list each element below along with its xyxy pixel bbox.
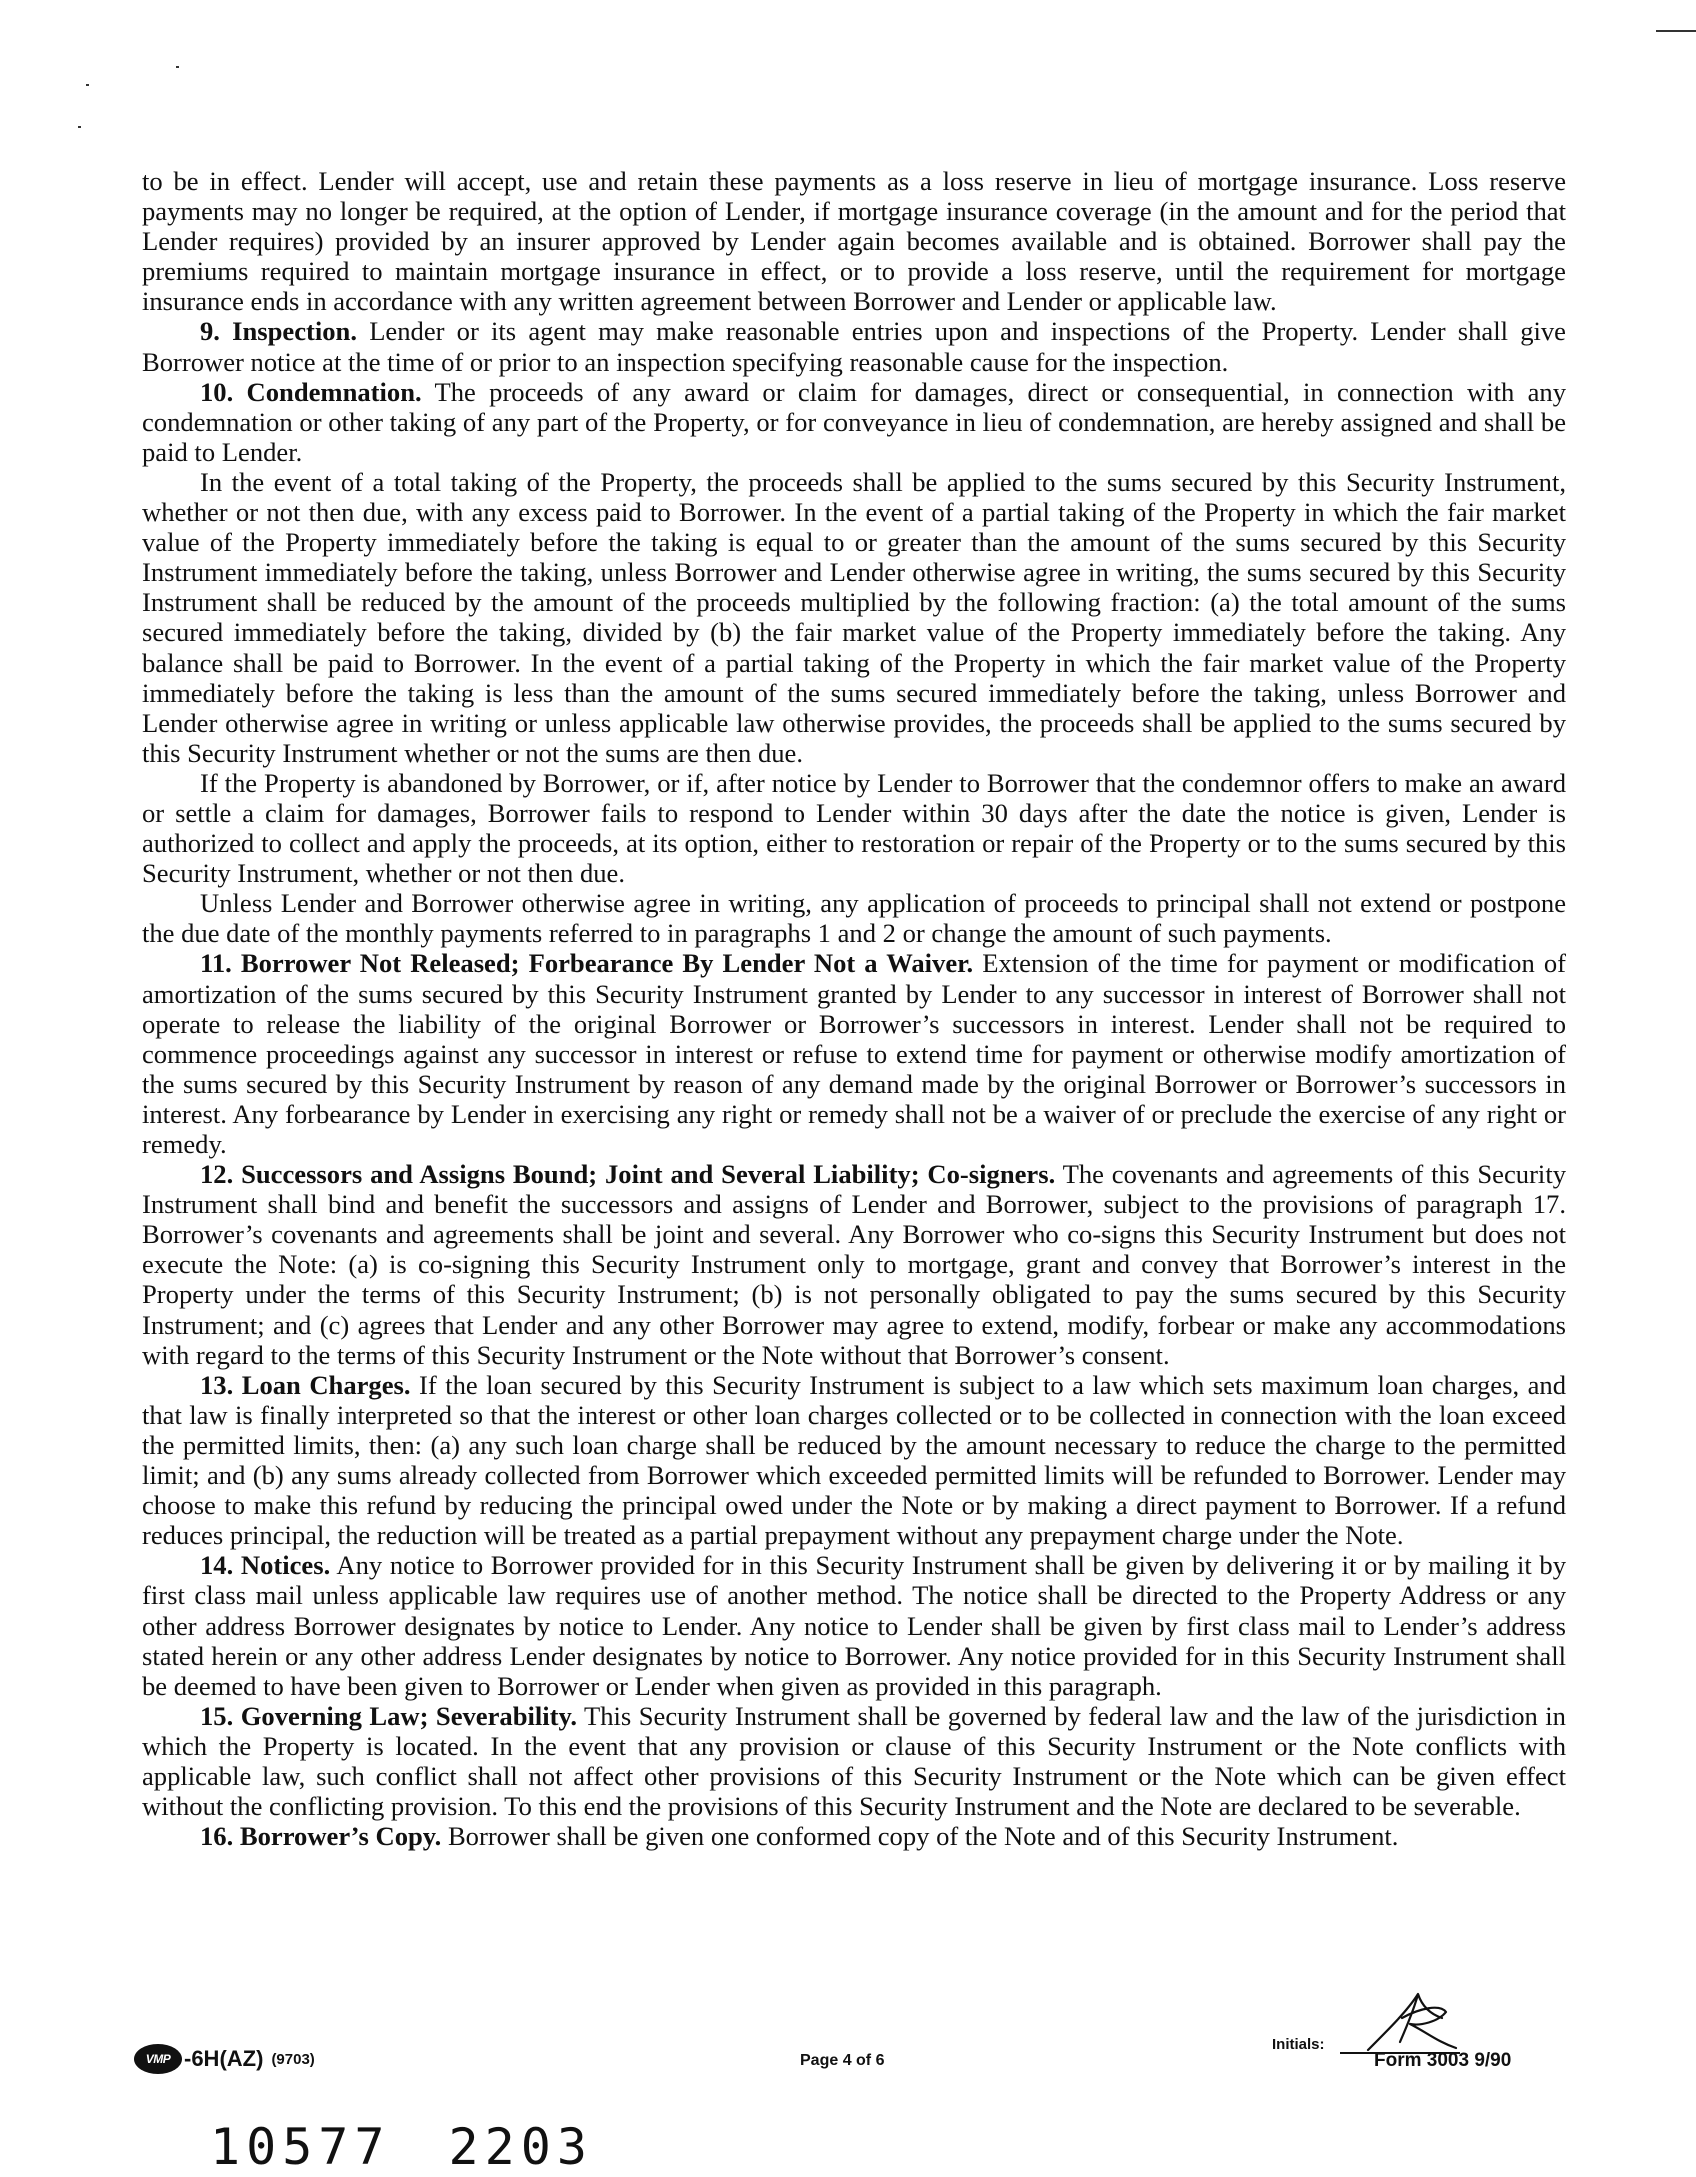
recording-docket: 10577 [210,2118,391,2176]
form-code: -6H(AZ) [184,2046,264,2071]
page-number: Page 4 of 6 [800,2052,885,2069]
paragraph-text: to be in effect. Lender will accept, use and retain these payments as a loss reserve in lieu of mortgage insurance. Loss reserve payments may no longer be required, at the option of Lender, if mortgage insurance coverage (in the amount and for the period that Lender requires) provided by an insurer approved by Lender again becomes available and is obtained. Borrower shall pay the premiums required to maintain mortgage insurance in effect, or to provide a loss reserve, until the requirement for mortgage insurance ends in accordance with any written agreement between Borrower and Lender or applicable law. [142,166,1566,317]
paragraph-borrowers-copy [142,1821,1566,1851]
form-identifier [134,2042,315,2076]
initials-label: Initials: [1272,2036,1325,2053]
paragraph-application-of-proceeds [142,888,1566,948]
section-heading: 10. Condemnation. [200,376,422,407]
form-number: Form 3003 9/90 [1374,2050,1512,2071]
recording-number [210,2118,593,2176]
section-heading: 16. Borrower’s Copy. [200,1821,442,1852]
paragraph-successors-and-assigns [142,1159,1566,1370]
vmp-logo-icon: VMP [134,2044,182,2074]
paragraph-condemnation [142,377,1566,467]
section-heading: 11. Borrower Not Released; Forbearance By Lender Not a Waiver. [200,948,974,979]
scan-speck [86,84,89,86]
paragraph-notices [142,1550,1566,1700]
scan-speck [176,66,179,68]
paragraph-text: The proceeds of any award or claim for damages, direct or consequential, in connection with any condemnation or other taking of any part of the Property, or for conveyance in lieu of condemnation, are hereby assigned and shall be paid to Lender. [142,376,1566,467]
paragraph-abandoned-property [142,768,1566,888]
document-body [142,166,1566,1851]
paragraph-text: Lender or its agent may make reasonable entries upon and inspections of the Property. Lender shall give Borrower notice at the time of or prior to an inspection specifying reasonable cause for the inspection. [142,316,1566,377]
paragraph-text: Any notice to Borrower provided for in this Security Instrument shall be given by delivering it or by mailing it by first class mail unless applicable law requires use of another method. The notice shall be directed to the Property Address or any other address Borrower designates by notice to Lender. Any notice to Lender shall be given by first class mail to Lender’s address stated herein or any other address Lender designates by notice to Borrower. Any notice provided for in this Security Instrument shall be deemed to have been given to Borrower or Lender when given as provided in this paragraph. [142,1550,1566,1701]
scan-speck [78,126,81,128]
paragraph-text: The covenants and agreements of this Security Instrument shall bind and benefit the successors and assigns of Lender and Borrower, subject to the provisions of paragraph 17. Borrower’s covenants and agreements shall be joint and several. Any Borrower who co-signs this Security Instrument but does not execute the Note: (a) is co-signing this Security Instrument only to mortgage, grant and convey that Borrower’s interest in the Property under the terms of this Security Instrument; (b) is not personally obligated to pay the sums secured by this Security Instrument; and (c) agrees that Lender and any other Borrower may agree to extend, modify, forbear or make any accommodations with regard to the terms of this Security Instrument or the Note without that Borrower’s consent. [142,1159,1567,1370]
section-heading: 14. Notices. [200,1550,331,1581]
paragraph-total-taking [142,467,1566,768]
section-heading: 12. Successors and Assigns Bound; Joint and Several Liability; Co-signers. [200,1159,1056,1190]
recording-page: 2203 [448,2118,593,2176]
paragraph-text: If the Property is abandoned by Borrower, or if, after notice by Lender to Borrower that the condemnor offers to make an award or settle a claim for damages, Borrower fails to respond to Lender within 30 days after the date the notice is given, Lender is authorized to collect and apply the proceeds, at its option, either to restoration or repair of the Property or to the sums secured by this Security Instrument, whether or not then due. [142,767,1566,889]
section-heading: 13. Loan Charges. [200,1369,411,1400]
form-date: (9703) [271,2050,315,2068]
paragraph-text: Borrower shall be given one conformed copy of the Note and of this Security Instrument. [447,1821,1399,1852]
paragraph-text: Extension of the time for payment or modification of amortization of the sums secured by this Security Instrument granted by Lender to any successor in interest of Borrower shall not operate to release the liability of the original Borrower or Borrower’s successors in interest. Lender shall not be required to commence proceedings against any successor in interest or refuse to extend time for payment or otherwise modify amortization of the sums secured by this Security Instrument by reason of any demand made by the original Borrower or Borrower’s successors in interest. Any forbearance by Lender in exercising any right or remedy shall not be a waiver of or preclude the exercise of any right or remedy. [142,948,1566,1159]
section-heading: 9. Inspection. [200,316,357,347]
paragraph-governing-law [142,1701,1566,1821]
paragraph-borrower-not-released [142,948,1566,1159]
paragraph-inspection [142,316,1566,376]
paragraph-mortgage-insurance-cont [142,166,1566,316]
paragraph-text: In the event of a total taking of the Property, the proceeds shall be applied to the sums secured by this Security Instrument, whether or not then due, with any excess paid to Borrower. In the event of a partial taking of the Property in which the fair market value of the Property immediately before the taking is equal to or greater than the amount of the sums secured by this Security Instrument immediately before the taking, unless Borrower and Lender otherwise agree in writing, the sums secured by this Security Instrument shall be reduced by the amount of the proceeds multiplied by the following fraction: (a) the total amount of the sums secured immediately before the taking, divided by (b) the fair market value of the Property immediately before the taking. Any balance shall be paid to Borrower. In the event of a partial taking of the Property in which the fair market value of the Property immediately before the taking is less than the amount of the sums secured immediately before the taking, unless Borrower and Lender otherwise agree in writing or unless applicable law otherwise provides, the proceeds shall be applied to the sums secured by this Security Instrument whether or not the sums are then due. [142,466,1566,768]
paragraph-text: This Security Instrument shall be governed by federal law and the law of the jurisdiction in which the Property is located. In the event that any provision or clause of this Security Instrument or the Note conflicts with applicable law, such conflict shall not affect other provisions of this Security Instrument or the Note which can be given effect without the conflicting provision. To this end the provisions of this Security Instrument and the Note are declared to be severable. [142,1700,1566,1822]
paragraph-text: If the loan secured by this Security Instrument is subject to a law which sets maximum loan charges, and that law is finally interpreted so that the interest or other loan charges collected or to be collected in connection with the loan exceed the permitted limits, then: (a) any such loan charge shall be reduced by the amount necessary to reduce the charge to the permitted limit; and (b) any sums already collected from Borrower which exceeded permitted limits will be refunded to Borrower. Lender may choose to make this refund by reducing the principal owed under the Note or by making a direct payment to Borrower. If a refund reduces principal, the reduction will be treated as a partial prepayment without any prepayment charge under the Note. [142,1369,1566,1551]
paragraph-loan-charges [142,1370,1566,1551]
initials-signature-icon [1360,1988,1470,2058]
paragraph-text: Unless Lender and Borrower otherwise agree in writing, any application of proceeds to principal shall not extend or postpone the due date of the monthly payments referred to in paragraphs 1 and 2 or change the amount of such payments. [142,888,1566,949]
section-heading: 15. Governing Law; Severability. [200,1700,577,1731]
scan-mark-top-right [1656,30,1696,32]
